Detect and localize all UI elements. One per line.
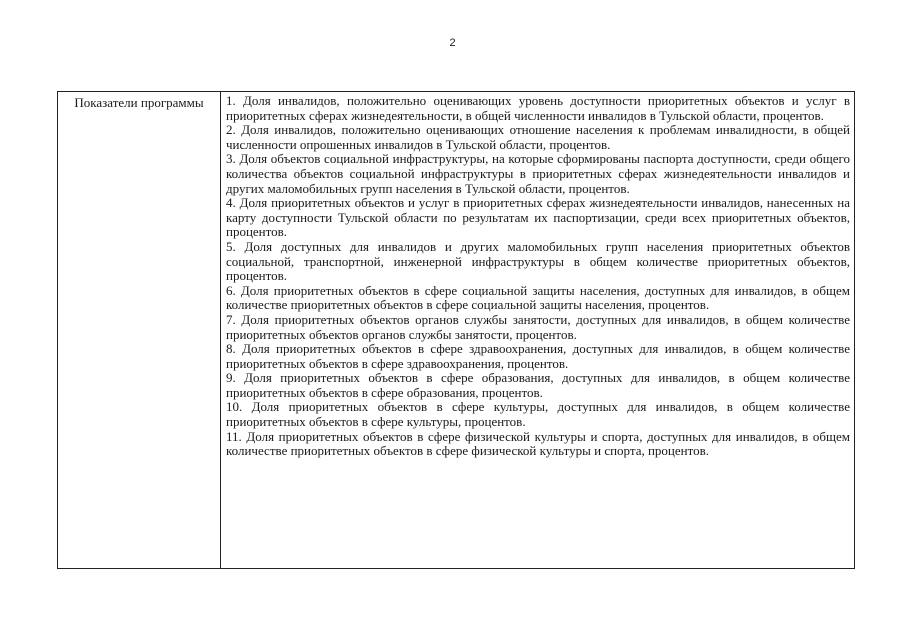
indicator-item: 1. Доля инвалидов, положительно оценивающих уровень доступности приоритетных объектов и услуг в приоритетных сферах жизнедеятельности, в общей численности инвалидов в Тульской области, процентов. — [226, 93, 850, 123]
indicator-item: 10. Доля приоритетных объектов в сфере культуры, доступных для инвалидов, в общем количестве приоритетных объектов в сфере культуры, процентов. — [226, 399, 850, 430]
indicator-item: 6. Доля приоритетных объектов в сфере социальной защиты населения, доступных для инвалидов, в общем количестве приоритетных объектов в сфере социальной защиты населения, процентов. — [226, 282, 850, 313]
table-label: Показатели программы — [74, 95, 204, 110]
table-label-cell — [58, 92, 221, 568]
program-indicators-table — [57, 91, 855, 569]
indicator-item: 7. Доля приоритетных объектов органов службы занятости, доступных для инвалидов, в общем количестве приоритетных объектов органов службы занятости, процентов. — [226, 311, 850, 342]
indicator-item: 2. Доля инвалидов, положительно оценивающих отношение населения к проблемам инвалидности, в общей численности опрошенных инвалидов в Тульской области, процентов. — [226, 122, 850, 152]
page-number: 2 — [449, 37, 456, 49]
indicator-item: 9. Доля приоритетных объектов в сфере образования, доступных для инвалидов, в общем количестве приоритетных объектов в сфере образования, процентов. — [226, 370, 850, 400]
indicator-item: 5. Доля доступных для инвалидов и других маломобильных групп населения приоритетных объектов социальной, транспортной, инженерной инфраструктуры в общем количестве приоритетных объектов, процентов. — [226, 238, 850, 284]
indicator-item: 11. Доля приоритетных объектов в сфере физической культуры и спорта, доступных для инвалидов, в общем количестве приоритетных объектов в сфере физической культуры и спорта, процентов. — [226, 428, 850, 459]
indicator-item: 3. Доля объектов социальной инфраструктуры, на которые сформированы паспорта доступности, среди общего количества объектов социальной инфраструктуры в приоритетных сферах жизнедеятельности инвалидов и других маломобильных групп населения в Тульской области, процентов. — [226, 151, 850, 196]
indicator-item: 4. Доля приоритетных объектов и услуг в приоритетных сферах жизнедеятельности инвалидов, нанесенных на карту доступности Тульской области по результатам их паспортизации, среди всех приоритетных объектов, процентов. — [226, 195, 850, 240]
indicator-item: 8. Доля приоритетных объектов в сфере здравоохранения, доступных для инвалидов, в общем количестве приоритетных объектов в сфере здравоохранения, процентов. — [226, 341, 850, 371]
indicators-list — [221, 92, 854, 568]
